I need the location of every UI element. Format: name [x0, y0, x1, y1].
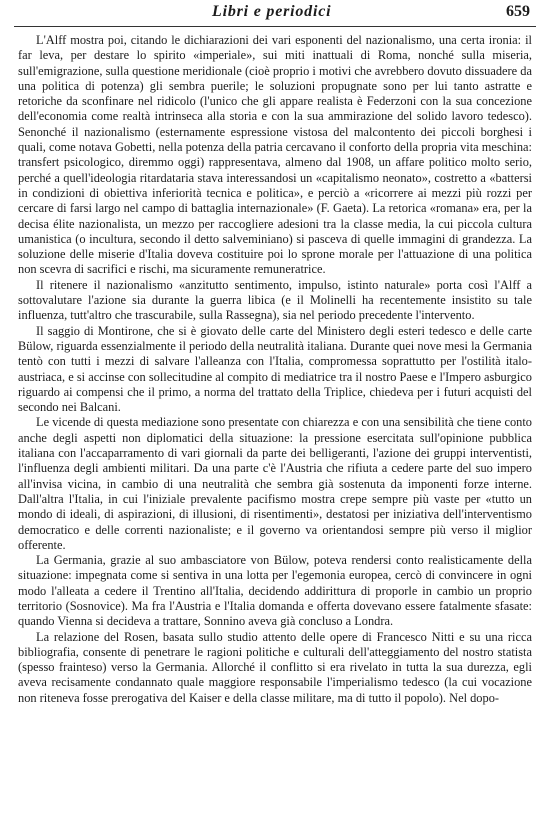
running-title: Libri e periodici — [212, 3, 332, 20]
paragraph: L'Alff mostra poi, citando le dichiarazioni dei vari esponenti del nazionalismo, una certa ironia: il far leva, per destare lo spirito «imperiale», sui miti inattuali di Roma, nonché sulla miseria, sull'emigrazione, sulla questione meridionale (cioè proprio i motivi che avrebbero dovuto dissuadere da una politica di potenza) gli sembra puerile; le soluzioni propugnate sono per lui tanto astratte e retoriche da sconfinare nel ridicolo (l'unico che gli appare realista è Federzoni con la sua concezione dell'economia come realtà intrinseca alla storia e con la sua ammirazione del solido lavoro tedesco). Senonché il nazionalismo (esternamente espressione vistosa del malcontento dei piccoli borghesi i quali, come notava Gobetti, nella potenza della patria cercavano il conforto della propria vita meschina: transfert psicologico, diremmo oggi) rappresentava, almeno dal 1908, un affare politico molto serio, perché a quell'ideologia ritardataria stava interessandosi un «capitalismo neonato», costretto a «battersi in condizioni di obiettiva inferiorità tecnica e politica», e perciò a «ricorrere ai mezzi più rozzi per cercare di farsi largo nel campo di battaglia internazionale» (F. Gaeta). La retorica «romana» era, per la decisa élite nazionalista, un mezzo per raccogliere adesioni tra la classe media, la cui piccola cultura umanistica (o incultura, secondo il detto salveminiano) si pasceva di quelle immagini di grandezza. La soluzione delle miserie d'Italia doveva costituire poi lo sprone morale per l'attuazione di una politica non scevra di sacrifici e rischi, ma sicuramente remuneratrice. — [18, 33, 532, 277]
article-body — [18, 33, 532, 706]
paragraph: Il ritenere il nazionalismo «anzitutto sentimento, impulso, istinto naturale» porta così l'Alff a sottovalutare l'azione sia durante la guerra libica (e il Molinelli ha recentemente insistito su tale influenza, tutt'altro che trascurabile, sulla Rassegna), sia nel periodo precedente l'intervento. — [18, 277, 532, 323]
paragraph: La Germania, grazie al suo ambasciatore von Bülow, poteva rendersi conto realisticamente della situazione: impegnata come si sentiva in una lotta per l'egemonia europea, cercò di convincere in ogni modo l'alleata a cedere il Trentino all'Italia, decidendo addirittura di proporle in cambio un proprio territorio (Sosnovice). Ma fra l'Austria e l'Italia domanda e offerta dovevano essere fatalmente sfasate: quando Vienna si decideva a trattare, Sonnino aveva già concluso a Londra. — [18, 553, 532, 629]
header-rule — [14, 26, 536, 27]
running-header — [0, 0, 550, 34]
paragraph: Le vicende di questa mediazione sono presentate con chiarezza e con una sensibilità che tiene conto anche degli aspetti non diplomatici della situazione: la pressione esercitata sull'opinione pubblica italiana con l'accaparramento di vari giornali da parte dei belligeranti, l'azione dei gruppi interventisti, l'influenza degli ambienti militari. Da una parte c'è l'Austria che rifiuta a cedere parte del suo impero all'invisa vicina, in cambio di una neutralità che sembra già sostenuta da imponenti forze interne. Dall'altra l'Italia, in cui l'iniziale prevalente pacifismo mostra crepe sempre più vaste per «tutto un mondo di ideali, di aspirazioni, di illusioni, di risentimenti», destatosi per iniziativa dell'interventismo democratico e delle correnti nazionaliste; e il governo va orientandosi sempre più verso il miglior offerente. — [18, 415, 532, 552]
page-number: 659 — [506, 3, 530, 20]
paragraph: Il saggio di Montirone, che si è giovato delle carte del Ministero degli esteri tedesco e delle carte Bülow, riguarda essenzialmente il periodo della neutralità italiana. Durante quei nove mesi la Germania tentò con tutti i mezzi di salvare l'alleanza con l'Italia, compromessa soprattutto per l'ostilità italo-austriaca, e si accinse con sollecitudine al compito di mediatrice tra il nostro Paese e l'Impero asburgico riguardo ai compensi che il primo, a norma del trattato della Triplice, chiedeva per i futuri acquisti del secondo nei Balcani. — [18, 323, 532, 415]
paragraph: La relazione del Rosen, basata sullo studio attento delle opere di Francesco Nitti e su una ricca bibliografia, consente di penetrare le ragioni politiche e culturali dell'atteggiamento del nostro statista (spesso frainteso) verso la Germania. Allorché il conflitto si era rivelato in tutta la sua durezza, egli aveva recisamente condannato quale maggiore responsabile l'imperialismo tedesco (la cui vocazione non riteneva fosse prerogativa del Kaiser e della classe militare, ma di tutto il popolo). Nel dopo- — [18, 629, 532, 705]
